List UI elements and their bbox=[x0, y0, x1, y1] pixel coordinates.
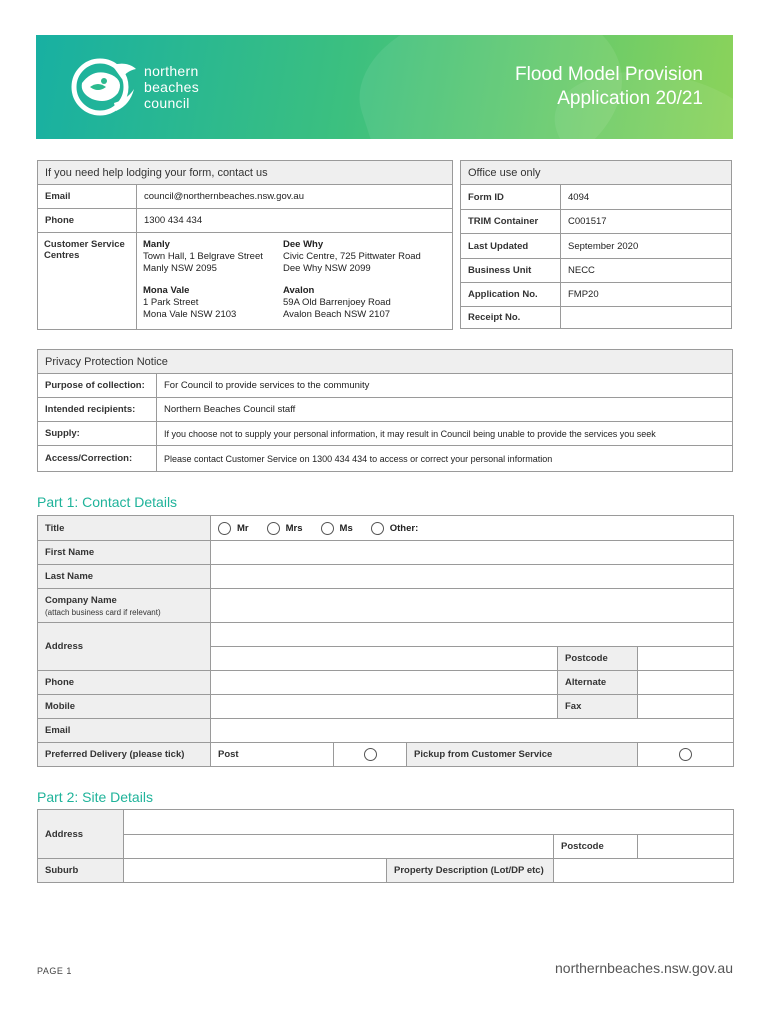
phone-value: 1300 434 434 bbox=[137, 209, 453, 233]
privacy-label: Intended recipients: bbox=[38, 398, 157, 422]
privacy-value: If you choose not to supply your personal information, it may result in Council being unable to provide the services you seek bbox=[157, 422, 733, 446]
privacy-table bbox=[37, 349, 733, 472]
pickup-label: Pickup from Customer Service bbox=[407, 743, 638, 767]
email-value: council@northernbeaches.nsw.gov.au bbox=[137, 185, 453, 209]
centre-address: 1 Park Street bbox=[143, 297, 199, 308]
property-description-field[interactable] bbox=[554, 859, 734, 883]
site-address-line1[interactable] bbox=[124, 810, 734, 835]
centre-mona-vale bbox=[143, 285, 283, 321]
part1-title: Part 1: Contact Details bbox=[37, 494, 178, 510]
centre-dee-why bbox=[283, 239, 446, 275]
centres-label: Customer Service Centres bbox=[38, 233, 137, 330]
option-label: Ms bbox=[339, 522, 353, 534]
address-field-line1[interactable] bbox=[211, 623, 734, 647]
address-field-line2[interactable] bbox=[211, 647, 558, 671]
office-heading: Office use only bbox=[461, 161, 732, 185]
option-label: Mrs bbox=[285, 522, 303, 534]
mobile-label: Mobile bbox=[38, 695, 211, 719]
office-label: Last Updated bbox=[461, 234, 561, 259]
receipt-no-field[interactable] bbox=[561, 307, 732, 329]
title-option-mrs[interactable] bbox=[267, 522, 303, 535]
company-label bbox=[38, 589, 211, 623]
suburb-field[interactable] bbox=[124, 859, 387, 883]
office-value: FMP20 bbox=[561, 283, 732, 307]
radio-icon[interactable] bbox=[321, 522, 334, 535]
title-option-mr[interactable] bbox=[218, 522, 249, 535]
last-name-field[interactable] bbox=[211, 565, 734, 589]
form-title-line: Application 20/21 bbox=[557, 88, 703, 109]
centre-address: Avalon Beach NSW 2107 bbox=[283, 309, 391, 320]
phone-label: Phone bbox=[38, 209, 137, 233]
privacy-value: For Council to provide services to the community bbox=[157, 374, 733, 398]
part2-title: Part 2: Site Details bbox=[37, 789, 153, 805]
title-label: Title bbox=[38, 516, 211, 541]
post-label: Post bbox=[211, 743, 334, 767]
page-number: PAGE 1 bbox=[37, 966, 72, 976]
privacy-value: Please contact Customer Service on 1300 434 434 to access or correct your personal information bbox=[157, 446, 733, 472]
centre-name: Mona Vale bbox=[143, 285, 190, 296]
email-field[interactable] bbox=[211, 719, 734, 743]
centre-name: Manly bbox=[143, 239, 170, 250]
centre-avalon bbox=[283, 285, 446, 321]
privacy-label: Supply: bbox=[38, 422, 157, 446]
org-name-line: northern bbox=[144, 63, 199, 79]
office-label: Form ID bbox=[461, 185, 561, 210]
office-value: NECC bbox=[561, 259, 732, 283]
email-label: Email bbox=[38, 185, 137, 209]
first-name-field[interactable] bbox=[211, 541, 734, 565]
option-label: Mr bbox=[237, 522, 249, 534]
centre-manly bbox=[143, 239, 283, 275]
centre-name: Avalon bbox=[283, 285, 315, 296]
centre-name: Dee Why bbox=[283, 239, 324, 250]
centre-address: 59A Old Barrenjoey Road bbox=[283, 297, 391, 308]
centre-address: Dee Why NSW 2099 bbox=[283, 263, 371, 274]
phone-label: Phone bbox=[38, 671, 211, 695]
office-label: TRIM Container bbox=[461, 210, 561, 234]
office-label: Receipt No. bbox=[461, 307, 561, 329]
privacy-heading: Privacy Protection Notice bbox=[38, 350, 733, 374]
centre-address: Mona Vale NSW 2103 bbox=[143, 309, 237, 320]
pickup-option[interactable] bbox=[638, 743, 734, 767]
office-value: 4094 bbox=[561, 185, 732, 210]
phone-field[interactable] bbox=[211, 671, 558, 695]
title-options bbox=[211, 516, 734, 541]
last-name-label: Last Name bbox=[38, 565, 211, 589]
title-option-other[interactable] bbox=[371, 522, 419, 535]
radio-icon[interactable] bbox=[371, 522, 384, 535]
first-name-label: First Name bbox=[38, 541, 211, 565]
site-postcode-field[interactable] bbox=[638, 835, 734, 859]
org-name-line: beaches bbox=[144, 79, 200, 95]
postcode-field[interactable] bbox=[638, 647, 734, 671]
site-details-table bbox=[37, 809, 734, 883]
fax-field[interactable] bbox=[638, 695, 734, 719]
title-option-ms[interactable] bbox=[321, 522, 353, 535]
office-label: Business Unit bbox=[461, 259, 561, 283]
site-address-line2[interactable] bbox=[124, 835, 554, 859]
property-description-label: Property Description (Lot/DP etc) bbox=[387, 859, 554, 883]
council-logo-icon bbox=[68, 53, 140, 119]
header-banner bbox=[36, 35, 733, 139]
company-label-sub: (attach business card if relevant) bbox=[45, 607, 161, 617]
company-field[interactable] bbox=[211, 589, 734, 623]
alternate-field[interactable] bbox=[638, 671, 734, 695]
privacy-label: Access/Correction: bbox=[38, 446, 157, 472]
radio-icon[interactable] bbox=[364, 748, 377, 761]
centre-address: Civic Centre, 725 Pittwater Road bbox=[283, 251, 421, 262]
contact-heading: If you need help lodging your form, contact us bbox=[38, 161, 453, 185]
form-title bbox=[515, 63, 703, 111]
address-label: Address bbox=[38, 623, 211, 671]
org-name bbox=[144, 63, 199, 111]
office-label: Application No. bbox=[461, 283, 561, 307]
website-url: northernbeaches.nsw.gov.au bbox=[555, 960, 733, 976]
alternate-label: Alternate bbox=[558, 671, 638, 695]
contact-details-table bbox=[37, 515, 734, 767]
company-label-text: Company Name bbox=[45, 594, 117, 606]
suburb-label: Suburb bbox=[38, 859, 124, 883]
office-value: C001517 bbox=[561, 210, 732, 234]
site-address-label: Address bbox=[38, 810, 124, 859]
radio-icon[interactable] bbox=[218, 522, 231, 535]
post-option[interactable] bbox=[334, 743, 407, 767]
option-label: Other: bbox=[389, 522, 419, 534]
centre-address: Town Hall, 1 Belgrave Street bbox=[143, 251, 263, 262]
radio-icon[interactable] bbox=[267, 522, 280, 535]
centres-list bbox=[137, 233, 453, 330]
site-postcode-label: Postcode bbox=[554, 835, 638, 859]
office-value: September 2020 bbox=[561, 234, 732, 259]
form-title-line: Flood Model Provision bbox=[515, 64, 703, 85]
centre-address: Manly NSW 2095 bbox=[143, 263, 217, 274]
mobile-field[interactable] bbox=[211, 695, 558, 719]
contact-table bbox=[37, 160, 453, 330]
privacy-label: Purpose of collection: bbox=[38, 374, 157, 398]
delivery-label: Preferred Delivery (please tick) bbox=[38, 743, 211, 767]
fax-label: Fax bbox=[558, 695, 638, 719]
radio-icon[interactable] bbox=[679, 748, 692, 761]
office-use-table bbox=[460, 160, 732, 329]
postcode-label: Postcode bbox=[558, 647, 638, 671]
privacy-value: Northern Beaches Council staff bbox=[157, 398, 733, 422]
email-label: Email bbox=[38, 719, 211, 743]
org-name-line: council bbox=[144, 95, 190, 111]
